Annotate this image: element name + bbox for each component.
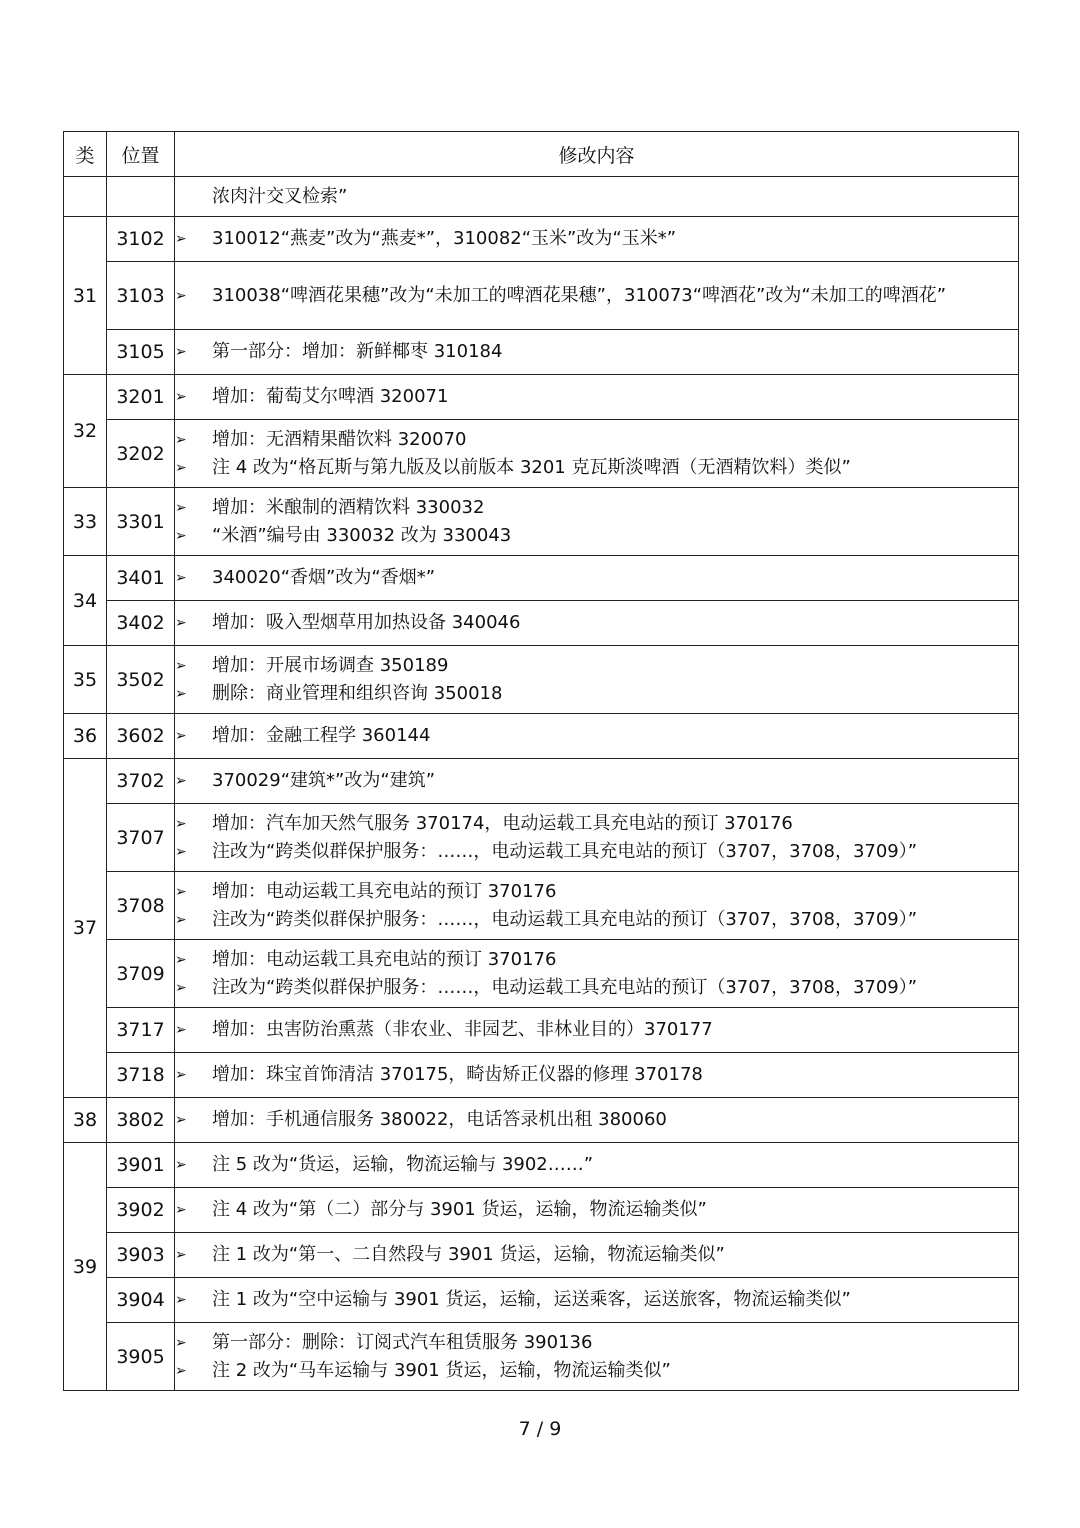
content-cell — [175, 556, 1019, 601]
arrow-bullet-icon: ➢ — [175, 431, 187, 448]
table-row — [64, 1053, 1019, 1098]
arrow-bullet-icon: ➢ — [175, 979, 187, 996]
position-cell: 3904 — [107, 1278, 175, 1323]
arrow-bullet-icon: ➢ — [175, 231, 187, 247]
content-cell — [175, 714, 1019, 759]
content-text: 增加：无酒精果醋饮料 320070 — [212, 428, 467, 450]
content-line — [175, 1241, 1018, 1269]
content-text: 增加：电动运载工具充电站的预订 370176 — [212, 948, 557, 970]
content-line — [175, 1016, 1018, 1044]
content-text: 370029“建筑*”改为“建筑” — [212, 770, 436, 791]
content-text: 注 2 改为“马车运输与 3901 货运，运输，物流运输类似” — [212, 1359, 671, 1381]
arrow-bullet-icon: ➢ — [175, 1067, 187, 1083]
table-row — [64, 1278, 1019, 1323]
class-cell: 35 — [64, 646, 107, 714]
page-number: 7 / 9 — [518, 1418, 562, 1440]
position-cell: 3602 — [107, 714, 175, 759]
position-cell: 3103 — [107, 262, 175, 330]
content-text: 增加：汽车加天然气服务 370174，电动运载工具充电站的预订 370176 — [212, 812, 793, 834]
table-row — [64, 759, 1019, 804]
arrow-bullet-icon: ➢ — [175, 344, 187, 360]
position-cell: 3901 — [107, 1143, 175, 1188]
table-row — [64, 1188, 1019, 1233]
content-text: 注 5 改为“货运，运输，物流运输与 3902……” — [212, 1154, 594, 1175]
content-line — [175, 974, 1018, 1002]
table-row — [64, 420, 1019, 488]
content-cell — [175, 601, 1019, 646]
content-cell — [175, 804, 1019, 872]
position-cell: 3709 — [107, 940, 175, 1008]
table-row — [64, 1323, 1019, 1391]
table-row — [64, 940, 1019, 1008]
arrow-bullet-icon: ➢ — [175, 459, 187, 476]
table-row — [64, 804, 1019, 872]
content-cell — [175, 1098, 1019, 1143]
arrow-bullet-icon: ➢ — [175, 1112, 187, 1128]
arrow-bullet-icon: ➢ — [175, 1202, 187, 1218]
content-line — [175, 810, 1018, 838]
content-line — [175, 426, 1018, 454]
class-cell: 34 — [64, 556, 107, 646]
content-cell — [175, 872, 1019, 940]
arrow-bullet-icon: ➢ — [175, 499, 187, 516]
header-position: 位置 — [107, 132, 175, 177]
amendment-table — [63, 131, 1019, 1391]
arrow-bullet-icon: ➢ — [175, 685, 187, 702]
position-cell: 3402 — [107, 601, 175, 646]
content-line — [175, 1151, 1018, 1179]
content-cell — [175, 375, 1019, 420]
content-text: 增加：吸入型烟草用加热设备 340046 — [212, 612, 521, 633]
content-text: 删除：商业管理和组织咨询 350018 — [212, 682, 503, 704]
content-text: 注 4 改为“格瓦斯与第九版及以前版本 3201 克瓦斯淡啤酒（无酒精饮料）类似” — [212, 456, 851, 478]
arrow-bullet-icon: ➢ — [175, 1292, 187, 1308]
arrow-bullet-icon: ➢ — [175, 1362, 187, 1379]
arrow-bullet-icon: ➢ — [175, 1247, 187, 1263]
content-text: 增加：虫害防治熏蒸（非农业、非园艺、非林业目的）370177 — [212, 1019, 713, 1040]
content-line — [175, 183, 1018, 211]
position-cell: 3718 — [107, 1053, 175, 1098]
content-line — [175, 564, 1018, 592]
content-line — [175, 338, 1018, 366]
content-cell — [175, 177, 1019, 217]
position-cell: 3905 — [107, 1323, 175, 1391]
content-line — [175, 1286, 1018, 1314]
class-cell: 39 — [64, 1143, 107, 1391]
content-cell — [175, 940, 1019, 1008]
table-row — [64, 714, 1019, 759]
arrow-bullet-icon: ➢ — [175, 1334, 187, 1351]
content-cell — [175, 646, 1019, 714]
arrow-bullet-icon: ➢ — [175, 615, 187, 631]
content-line — [175, 1061, 1018, 1089]
arrow-bullet-icon: ➢ — [175, 287, 187, 304]
content-line — [175, 652, 1018, 680]
header-content: 修改内容 — [175, 132, 1019, 177]
content-text: “米酒”编号由 330032 改为 330043 — [212, 524, 512, 546]
content-line — [175, 454, 1018, 482]
content-line — [175, 906, 1018, 934]
content-line — [175, 1329, 1018, 1357]
table-row — [64, 556, 1019, 601]
position-cell: 3201 — [107, 375, 175, 420]
content-cell — [175, 262, 1019, 330]
content-text: 注改为“跨类似群保护服务：……，电动运载工具充电站的预订（3707，3708，3709）” — [212, 840, 918, 862]
position-cell: 3702 — [107, 759, 175, 804]
arrow-bullet-icon: ➢ — [175, 911, 187, 928]
content-text: 第一部分：删除：订阅式汽车租赁服务 390136 — [212, 1331, 593, 1353]
table-header-row — [64, 132, 1019, 177]
content-text: 注 1 改为“第一、二自然段与 3901 货运，运输，物流运输类似” — [212, 1244, 725, 1265]
arrow-bullet-icon: ➢ — [175, 728, 187, 744]
content-text: 340020“香烟”改为“香烟*” — [212, 567, 436, 588]
content-cell — [175, 1233, 1019, 1278]
table-row — [64, 330, 1019, 375]
table-row — [64, 217, 1019, 262]
arrow-bullet-icon: ➢ — [175, 773, 187, 789]
position-cell: 3903 — [107, 1233, 175, 1278]
class-cell: 33 — [64, 488, 107, 556]
arrow-bullet-icon: ➢ — [175, 815, 187, 832]
table-body — [64, 177, 1019, 1391]
class-cell: 36 — [64, 714, 107, 759]
arrow-bullet-icon: ➢ — [175, 1022, 187, 1038]
class-cell: 31 — [64, 217, 107, 375]
class-cell: 38 — [64, 1098, 107, 1143]
content-line — [175, 1196, 1018, 1224]
position-cell: 3708 — [107, 872, 175, 940]
content-line — [175, 383, 1018, 411]
arrow-bullet-icon: ➢ — [175, 843, 187, 860]
content-text: 增加：珠宝首饰清洁 370175，畸齿矫正仪器的修理 370178 — [212, 1064, 703, 1085]
content-cell — [175, 1278, 1019, 1323]
content-text: 增加：葡萄艾尔啤酒 320071 — [212, 386, 449, 407]
position-cell: 3202 — [107, 420, 175, 488]
content-cell — [175, 330, 1019, 375]
arrow-bullet-icon: ➢ — [175, 951, 187, 968]
content-text: 增加：米酿制的酒精饮料 330032 — [212, 496, 485, 518]
content-line — [175, 946, 1018, 974]
content-cell — [175, 1188, 1019, 1233]
position-cell: 3105 — [107, 330, 175, 375]
content-line — [175, 494, 1018, 522]
table-row — [64, 375, 1019, 420]
content-cell — [175, 1053, 1019, 1098]
table-row — [64, 1233, 1019, 1278]
position-cell: 3401 — [107, 556, 175, 601]
content-line — [175, 680, 1018, 708]
content-text: 注改为“跨类似群保护服务：……，电动运载工具充电站的预订（3707，3708，3709）” — [212, 908, 918, 930]
content-cell — [175, 1323, 1019, 1391]
content-line — [175, 282, 1018, 310]
content-line — [175, 1106, 1018, 1134]
content-line — [175, 838, 1018, 866]
table-row — [64, 262, 1019, 330]
content-cell — [175, 1143, 1019, 1188]
position-cell: 3102 — [107, 217, 175, 262]
table-row — [64, 1098, 1019, 1143]
content-line — [175, 722, 1018, 750]
content-cell — [175, 1008, 1019, 1053]
table-row — [64, 646, 1019, 714]
position-cell: 3717 — [107, 1008, 175, 1053]
table-row — [64, 488, 1019, 556]
content-text: 注改为“跨类似群保护服务：……，电动运载工具充电站的预订（3707，3708，3709）” — [212, 976, 918, 998]
content-line — [175, 225, 1018, 253]
content-text: 增加：手机通信服务 380022，电话答录机出租 380060 — [212, 1109, 667, 1130]
arrow-bullet-icon: ➢ — [175, 527, 187, 544]
content-text: 注 4 改为“第（二）部分与 3901 货运，运输，物流运输类似” — [212, 1199, 707, 1220]
content-text: 增加：电动运载工具充电站的预订 370176 — [212, 880, 557, 902]
position-cell — [107, 177, 175, 217]
class-cell: 37 — [64, 759, 107, 1098]
class-cell — [64, 177, 107, 217]
content-line — [175, 767, 1018, 795]
position-cell: 3502 — [107, 646, 175, 714]
content-line — [175, 878, 1018, 906]
header-class: 类 — [64, 132, 107, 177]
content-cell — [175, 217, 1019, 262]
table-row — [64, 1143, 1019, 1188]
arrow-bullet-icon: ➢ — [175, 883, 187, 900]
content-text: 310012“燕麦”改为“燕麦*”，310082“玉米”改为“玉米*” — [212, 228, 677, 249]
position-cell: 3902 — [107, 1188, 175, 1233]
table-row — [64, 1008, 1019, 1053]
content-text: 增加：金融工程学 360144 — [212, 725, 431, 746]
content-line — [175, 1357, 1018, 1385]
content-text: 注 1 改为“空中运输与 3901 货运，运输，运送乘客，运送旅客，物流运输类似” — [212, 1289, 851, 1310]
content-cell — [175, 759, 1019, 804]
content-text: 增加：开展市场调查 350189 — [212, 654, 449, 676]
arrow-bullet-icon: ➢ — [175, 570, 187, 586]
content-line — [175, 609, 1018, 637]
table-row — [64, 872, 1019, 940]
table-row — [64, 177, 1019, 217]
arrow-bullet-icon: ➢ — [175, 389, 187, 405]
arrow-bullet-icon: ➢ — [175, 657, 187, 674]
table-row — [64, 601, 1019, 646]
content-text: 浓肉汁交叉检索” — [212, 185, 348, 207]
content-cell — [175, 420, 1019, 488]
content-text: 310038“啤酒花果穗”改为“未加工的啤酒花果穗”，310073“啤酒花”改为“未加工的啤酒花” — [212, 284, 947, 306]
arrow-bullet-icon: ➢ — [175, 1157, 187, 1173]
position-cell: 3802 — [107, 1098, 175, 1143]
position-cell: 3301 — [107, 488, 175, 556]
content-line — [175, 522, 1018, 550]
class-cell: 32 — [64, 375, 107, 488]
position-cell: 3707 — [107, 804, 175, 872]
content-text: 第一部分：增加：新鲜椰枣 310184 — [212, 341, 503, 362]
content-cell — [175, 488, 1019, 556]
